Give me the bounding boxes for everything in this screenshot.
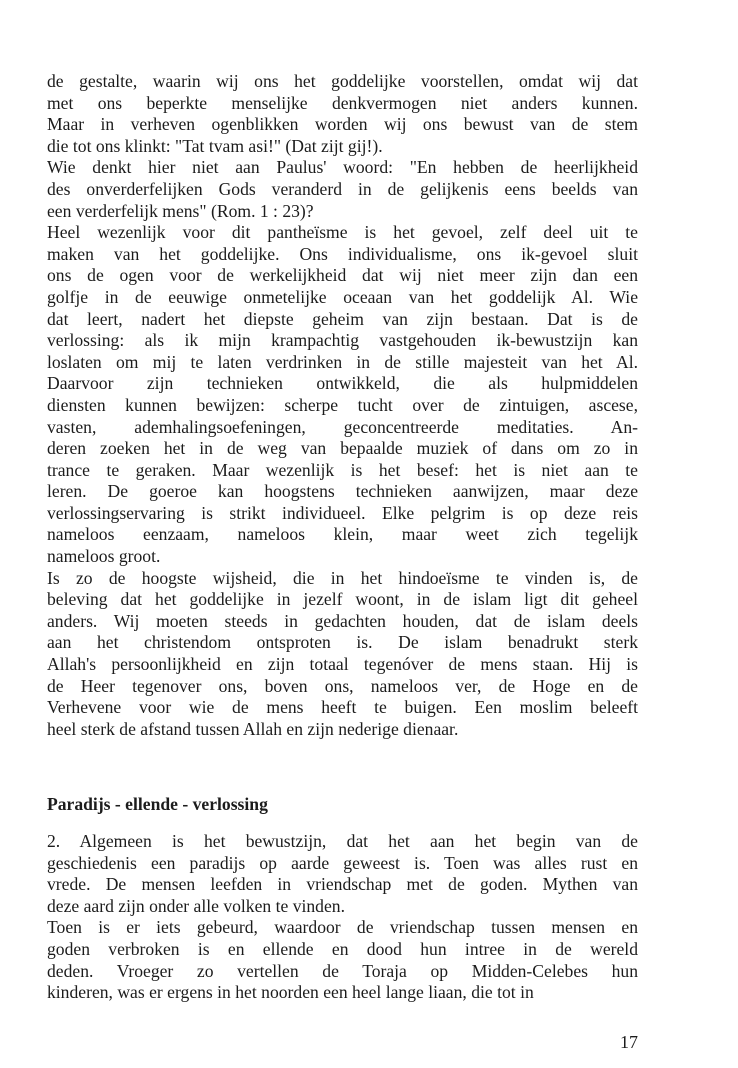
text-line: golfje in de eeuwige onmetelijke oceaan van het goddelijk Al. Wie	[47, 286, 638, 307]
text-line: anders. Wij moeten steeds in gedachten houden, dat de islam deels	[47, 610, 638, 631]
section-body-text	[47, 831, 638, 1004]
text-line: trance te geraken. Maar wezenlijk is het besef: het is niet aan te	[47, 459, 638, 480]
text-line: Is zo de hoogste wijsheid, die in het hindoeïsme te vinden is, de	[47, 567, 638, 588]
text-line: Heel wezenlijk voor dit pantheïsme is het gevoel, zelf deel uit te	[47, 222, 638, 243]
text-line: de gestalte, waarin wij ons het goddelijke voorstellen, omdat wij dat	[47, 71, 638, 91]
text-line: heel sterk de afstand tussen Allah en zijn nederige dienaar.	[47, 718, 459, 739]
text-line: kinderen, was er ergens in het noorden een heel lange liaan, die tot in	[47, 982, 534, 1003]
text-line: dat leert, nadert het diepste geheim van zijn bestaan. Dat is de	[47, 308, 638, 329]
text-line: de Heer tegenover ons, boven ons, nameloos ver, de Hoge en de	[47, 675, 638, 696]
page-number: 17	[620, 1032, 638, 1052]
text-line: deren zoeken het in de weg van bepaalde muziek of dans om zo in	[47, 438, 638, 459]
text-line: aan het christendom ontsproten is. De islam benadrukt sterk	[47, 632, 638, 653]
text-line: deden. Vroeger zo vertellen de Toraja op Midden-Celebes hun	[47, 960, 638, 981]
text-line: goden verbroken is en ellende en dood hun intree in de wereld	[47, 938, 638, 959]
text-line: Wie denkt hier niet aan Paulus' woord: "En hebben de heerlijkheid	[47, 157, 638, 178]
text-line: loslaten om mij te laten verdrinken in de stille majesteit van het Al.	[47, 351, 638, 372]
text-line: vasten, ademhalingsoefeningen, geconcentreerde meditaties. An-	[47, 416, 638, 437]
text-line: Allah's persoonlijkheid en zijn totaal tegenóver de mens staan. Hij is	[47, 654, 638, 675]
body-text	[47, 71, 638, 740]
text-line: vrede. De mensen leefden in vriendschap met de goden. Mythen van	[47, 874, 638, 895]
text-line: nameloos groot.	[47, 546, 161, 567]
text-line: verlossing: als ik mijn krampachtig vastgehouden ik-bewustzijn kan	[47, 330, 638, 351]
text-line: Verhevene voor wie de mens heeft te buigen. Een moslim beleeft	[47, 697, 638, 718]
text-line: geschiedenis een paradijs op aarde geweest is. Toen was alles rust en	[47, 852, 638, 873]
text-line: Toen is er iets gebeurd, waardoor de vriendschap tussen mensen en	[47, 917, 638, 938]
text-line: Daarvoor zijn technieken ontwikkeld, die als hulpmiddelen	[47, 373, 638, 394]
text-line: 2. Algemeen is het bewustzijn, dat het aan het begin van de	[47, 831, 638, 851]
text-line: Maar in verheven ogenblikken worden wij ons bewust van de stem	[47, 114, 638, 135]
text-line: een verderfelijk mens" (Rom. 1 : 23)?	[47, 200, 314, 221]
text-line: nameloos eenzaam, nameloos klein, maar weet zich tegelijk	[47, 524, 638, 545]
text-line: maken van het goddelijke. Ons individualisme, ons ik-gevoel sluit	[47, 243, 638, 264]
text-line: leren. De goeroe kan hoogstens technieken aanwijzen, maar deze	[47, 481, 638, 502]
text-line: diensten kunnen bewijzen: scherpe tucht over de zintuigen, ascese,	[47, 394, 638, 415]
text-line: verlossingservaring is strikt individueel. Elke pelgrim is op deze reis	[47, 502, 638, 523]
text-line: ons de ogen voor de werkelijkheid dat wij niet meer zijn dan een	[47, 265, 638, 286]
text-line: deze aard zijn onder alle volken te vinden.	[47, 895, 345, 916]
text-line: des onverderfelijken Gods veranderd in de gelijkenis eens beelds van	[47, 178, 638, 199]
text-line: met ons beperkte menselijke denkvermogen niet anders kunnen.	[47, 92, 638, 113]
section-heading: Paradijs - ellende - verlossing	[47, 794, 268, 814]
text-line: beleving dat het goddelijke in jezelf woont, in de islam ligt dit geheel	[47, 589, 638, 610]
text-line: die tot ons klinkt: "Tat tvam asi!" (Dat zijt gij!).	[47, 135, 383, 156]
